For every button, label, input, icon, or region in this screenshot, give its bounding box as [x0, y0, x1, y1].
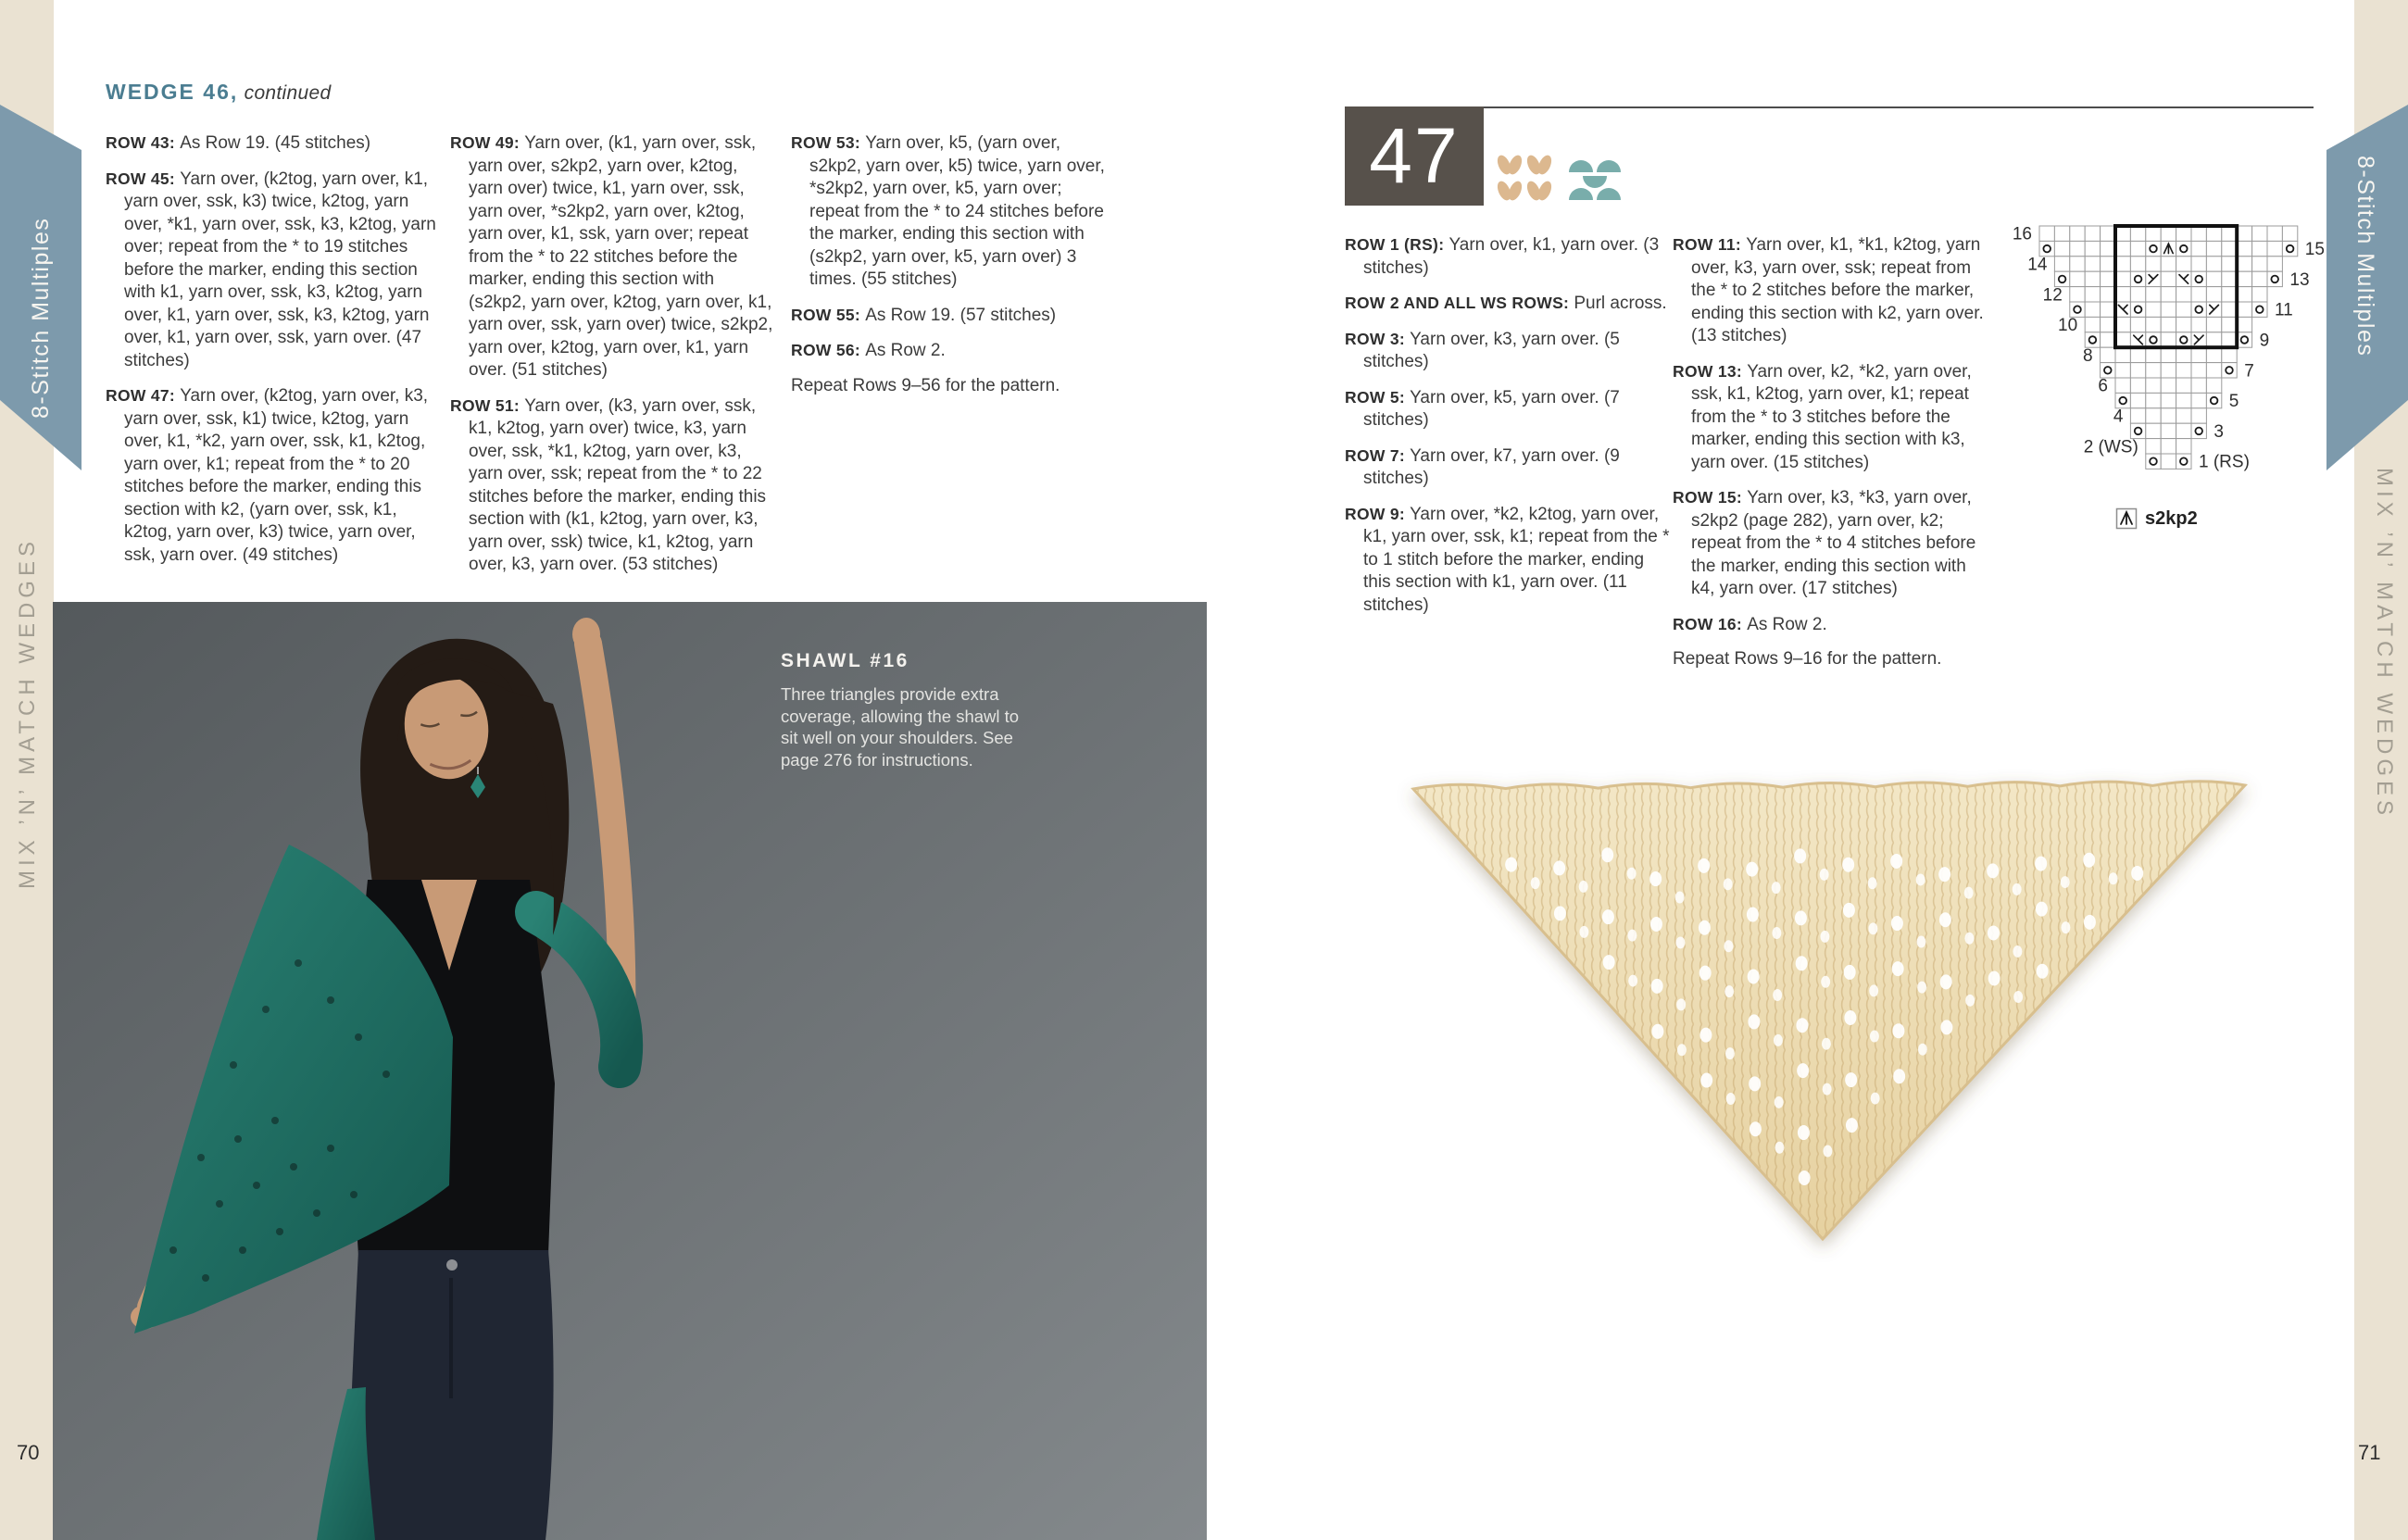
top-rule [1345, 106, 2314, 108]
left-column-1 [106, 131, 437, 579]
svg-text:5: 5 [2228, 392, 2239, 412]
petals-icon [1495, 154, 1556, 208]
svg-text:2 (WS): 2 (WS) [2083, 437, 2138, 457]
row-instruction: ROW 13: Yarn over, k2, *k2, yarn over, ssk, k1, k2tog, yarn over, k1; repeat from the * to 3 stitches before the marker, ending this section with k3, yarn over. (15 stitches) [1673, 361, 1972, 472]
row-instruction: ROW 45: Yarn over, (k2tog, yarn over, k1, yarn over, ssk, k3) twice, k2tog, yarn over, *k1, yarn over, ssk, k3, k2tog, yarn over; repeat from the * to 19 stitches before the marker, ending this section with k1, yarn over, ssk, k3, k2tog, yarn over, k1, yarn over, ssk, k3, k2tog, yarn over, k1, yarn over, ssk, yarn over. (47 stitches) [106, 169, 436, 370]
right-tab-label: 8-Stitch Multiples [2352, 156, 2378, 357]
knitting-chart [1982, 220, 2352, 494]
svg-text:4: 4 [2113, 407, 2124, 427]
row-instruction: ROW 49: Yarn over, (k1, yarn over, ssk, yarn over, s2kp2, yarn over, k2tog, yarn over) twice, k1, yarn over, ssk, yarn over, *s2kp2, yarn over, k2tog, yarn over, k1, ssk, yarn over; repeat from the * to 22 stitches before the marker, ending this section with (s2kp2, yarn over, k2tog, yarn over, k1, yarn over, ssk, yarn over) twice, s2kp2, yarn over, k2tog, yarn over, k1, yarn over. (51 stitches) [450, 133, 773, 380]
pattern-number-box [1345, 106, 1484, 206]
page-number-right: 71 [2358, 1441, 2381, 1464]
row-instruction: ROW 47: Yarn over, (k2tog, yarn over, k3, yarn over, ssk, k1) twice, k2tog, yarn over, k1, *k2, yarn over, ssk, k1, k2tog, yarn over, k1; repeat from the * to 20 stitches before the marker, ending this section with k2, (yarn over, ssk, k1, k2tog, yarn over, k3) twice, yarn over, ssk, yarn over. (49 stitches) [106, 386, 429, 565]
svg-text:12: 12 [2042, 285, 2063, 306]
wedge-title: WEDGE 46, [106, 80, 239, 104]
wedge-continued: continued [244, 82, 332, 104]
svg-text:11: 11 [2275, 300, 2293, 320]
shells-icon [1567, 159, 1623, 207]
row-instruction: ROW 2 AND ALL WS ROWS: Purl across. [1345, 294, 1667, 313]
row-instruction: Repeat Rows 9–16 for the pattern. [1673, 649, 1942, 669]
svg-text:1 (RS): 1 (RS) [2199, 452, 2250, 472]
svg-text:13: 13 [2289, 269, 2310, 290]
row-instruction: ROW 56: As Row 2. [791, 341, 946, 360]
row-instruction: Repeat Rows 9–56 for the pattern. [791, 375, 1060, 395]
row-instruction: ROW 43: As Row 19. (45 stitches) [106, 133, 371, 153]
right-margin-label: MIX ’N’ MATCH WEDGES [2372, 468, 2397, 820]
right-column-1 [1345, 233, 1674, 629]
legend-label: s2kp2 [2145, 507, 2198, 529]
model-photo-illustration [53, 602, 1207, 1540]
row-instruction: ROW 9: Yarn over, *k2, k2tog, yarn over, k1, yarn over, ssk, k1; repeat from the * to 1 stitch before the marker, ending this section with k1, yarn over. (11 stitches) [1345, 504, 1670, 615]
left-column-2 [450, 131, 776, 589]
svg-text:6: 6 [2098, 376, 2108, 396]
row-instruction: ROW 7: Yarn over, k7, yarn over. (9 stitches) [1345, 445, 1620, 488]
svg-text:3: 3 [2214, 421, 2224, 442]
row-instruction: ROW 3: Yarn over, k3, yarn over. (5 stitches) [1345, 329, 1620, 371]
row-instruction: ROW 11: Yarn over, k1, *k1, k2tog, yarn over, k3, yarn over, ssk; repeat from the * to 2 stitches before the marker, ending this section with k2, yarn over. (13 stitches) [1673, 235, 1984, 345]
left-margin-label: MIX ’N’ MATCH WEDGES [15, 537, 40, 889]
photo-caption [781, 650, 1031, 770]
photo-caption-title: SHAWL #16 [781, 650, 909, 671]
svg-text:8: 8 [2083, 345, 2093, 366]
photo-caption-body: Three triangles provide extra coverage, allowing the shawl to sit well on your shoulders. See page 276 for instructions. [781, 684, 1020, 770]
chart-legend [2115, 507, 2198, 530]
svg-text:15: 15 [2304, 240, 2325, 260]
row-instruction: ROW 51: Yarn over, (k3, yarn over, ssk, k1, k2tog, yarn over) twice, k3, yarn over, ssk, *k1, k2tog, yarn over, k3, yarn over, ssk; repeat from the * to 22 stitches before the marker, ending this section with (k1, k2tog, yarn over, k3, yarn over, ssk) twice, k1, k2tog, yarn over, k3, yarn over. (53 stitches) [450, 395, 767, 574]
left-column-3 [791, 131, 1111, 409]
row-instruction: ROW 1 (RS): Yarn over, k1, yarn over. (3 stitches) [1345, 235, 1660, 278]
svg-text:9: 9 [2259, 331, 2270, 351]
svg-text:16: 16 [2012, 224, 2032, 244]
s2kp2-icon [2115, 507, 2138, 530]
page-number-left: 70 [17, 1441, 40, 1464]
left-tab-label: 8-Stitch Multiples [28, 217, 54, 419]
row-instruction: ROW 5: Yarn over, k5, yarn over. (7 stitches) [1345, 387, 1620, 430]
model-photo [53, 602, 1207, 1540]
svg-text:7: 7 [2244, 361, 2254, 382]
svg-text:10: 10 [2058, 316, 2078, 336]
row-instruction: ROW 16: As Row 2. [1673, 614, 1827, 634]
row-instruction: ROW 53: Yarn over, k5, (yarn over, s2kp2, yarn over, k5) twice, yarn over, *s2kp2, yarn over, k5, yarn over; repeat from the * to 24 stitches before the marker, ending this section with (s2kp2, yarn over, k5, yarn over) 3 times. (55 stitches) [791, 133, 1105, 289]
right-column-2 [1673, 233, 1986, 683]
row-instruction: ROW 15: Yarn over, k3, *k3, yarn over, s2kp2 (page 282), yarn over, k2; repeat from the * to 4 stitches before the marker, ending this section with k4, yarn over. (17 stitches) [1673, 488, 1976, 598]
swatch-photo [1389, 765, 2334, 1325]
row-instruction: ROW 55: As Row 19. (57 stitches) [791, 305, 1057, 325]
svg-text:14: 14 [2027, 255, 2048, 275]
pattern-number: 47 [1369, 112, 1460, 199]
wedge-heading [106, 80, 331, 105]
